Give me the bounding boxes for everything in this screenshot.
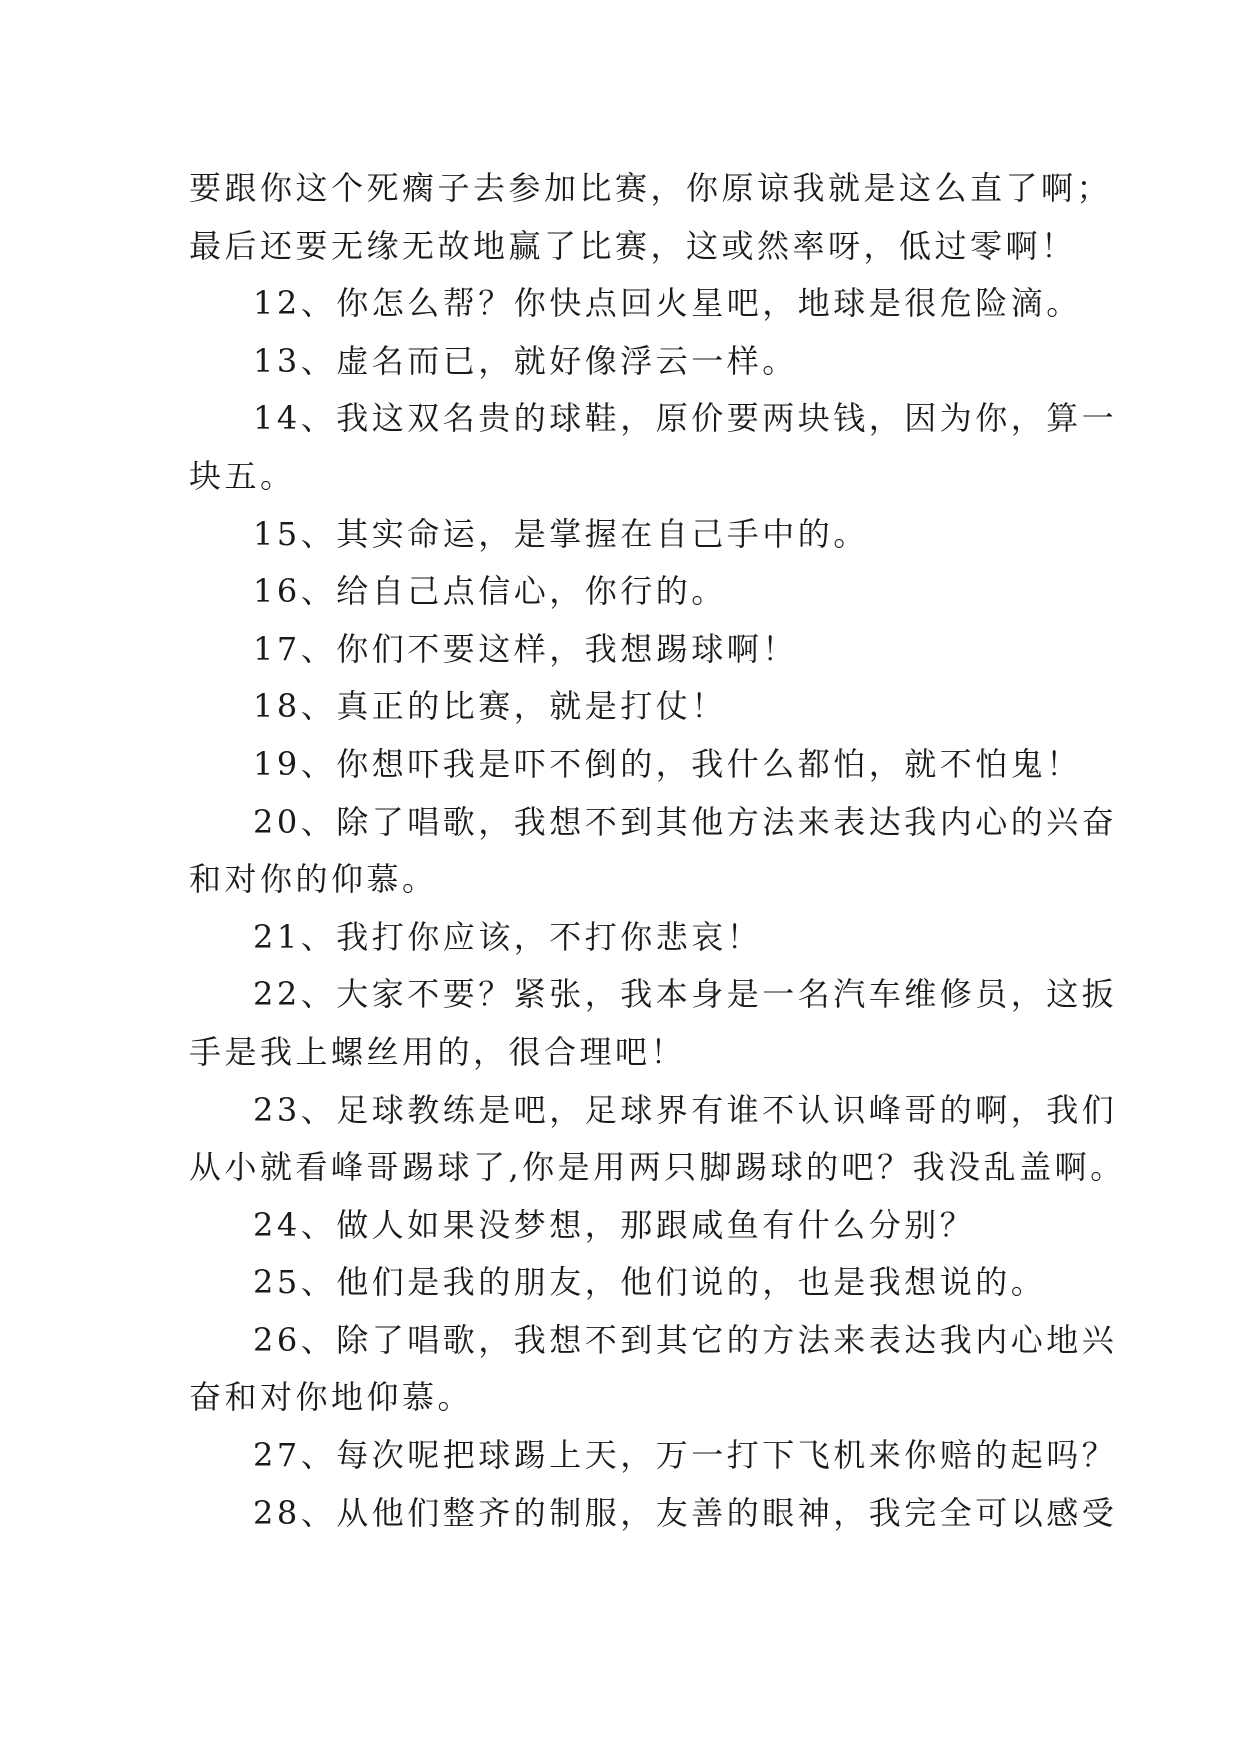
text-line: 奋和对你地仰慕。	[189, 1378, 474, 1417]
text-line: 25、他们是我的朋友，他们说的，也是我想说的。	[253, 1263, 1047, 1302]
text-line: 19、你想吓我是吓不倒的，我什么都怕，就不怕鬼！	[253, 744, 1082, 783]
text-line: 16、给自己点信心，你行的。	[253, 572, 727, 611]
text-line: 28、从他们整齐的制服，友善的眼神，我完全可以感受	[253, 1493, 1118, 1532]
text-line: 26、除了唱歌，我想不到其它的方法来表达我内心地兴	[253, 1320, 1118, 1359]
document-body	[189, 160, 1126, 1542]
text-line: 21、我打你应该，不打你悲哀！	[253, 917, 763, 956]
text-line: 手是我上螺丝用的，很合理吧！	[189, 1032, 687, 1071]
text-line: 17、你们不要这样，我想踢球啊！	[253, 629, 798, 668]
text-line: 12、你怎么帮？你快点回火星吧，地球是很危险滴。	[253, 284, 1082, 323]
text-line: 最后还要无缘无故地赢了比赛，这或然率呀，低过零啊！	[189, 226, 1077, 265]
text-line: 块五。	[189, 456, 296, 495]
text-line: 20、除了唱歌，我想不到其他方法来表达我内心的兴奋	[253, 802, 1118, 841]
text-line: 和对你的仰慕。	[189, 860, 438, 899]
text-line: 27、每次呢把球踢上天，万一打下飞机来你赔的起吗？	[253, 1436, 1118, 1475]
text-line: 要跟你这个死瘸子去参加比赛，你原谅我就是这么直了啊；	[189, 169, 1113, 207]
text-line: 22、大家不要？紧张，我本身是一名汽车维修员，这扳	[253, 975, 1118, 1014]
text-line: 14、我这双名贵的球鞋，原价要两块钱，因为你，算一	[253, 399, 1118, 438]
text-line: 23、足球教练是吧，足球界有谁不认识峰哥的啊，我们	[253, 1090, 1118, 1129]
text-line: 从小就看峰哥踢球了,你是用两只脚踢球的吧？我没乱盖啊。	[189, 1148, 1126, 1187]
text-line: 13、虚名而已，就好像浮云一样。	[253, 341, 798, 380]
text-line: 15、其实命运，是掌握在自己手中的。	[253, 514, 869, 553]
text-line: 24、做人如果没梦想，那跟咸鱼有什么分别？	[253, 1205, 976, 1244]
text-line: 18、真正的比赛，就是打仗！	[253, 687, 727, 726]
